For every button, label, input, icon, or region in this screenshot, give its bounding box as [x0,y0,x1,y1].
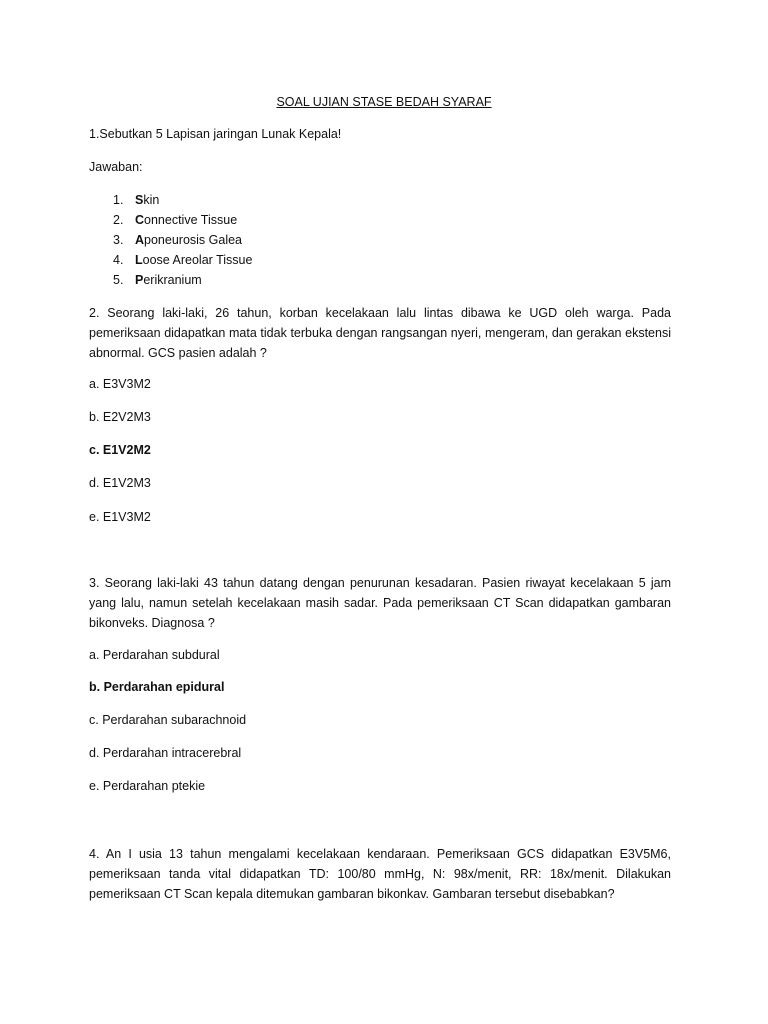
list-item [89,190,252,210]
option-e: e. Perdarahan ptekie [89,779,206,793]
document-title: SOAL UJIAN STASE BEDAH SYARAF [276,95,492,109]
list-item [89,270,252,290]
list-item [89,230,252,250]
list-initial: C [135,213,145,227]
option-e: e. E1V3M2 [89,510,151,524]
list-text: oose Areolar Tissue [142,253,253,267]
option-d: d. Perdarahan intracerebral [89,746,242,760]
option-c-answer: c. E1V2M2 [89,443,151,457]
list-text: onnective Tissue [144,213,238,227]
question-1-text: 1.Sebutkan 5 Lapisan jaringan Lunak Kepala! [89,127,342,141]
list-number: 2. [113,213,124,227]
option-a: a. E3V3M2 [89,377,151,391]
list-number: 4. [113,253,124,267]
list-number: 5. [113,273,124,287]
list-initial: L [135,253,143,267]
list-number: 3. [113,233,124,247]
answer-list [89,190,252,290]
question-2-text: 2. Seorang laki-laki, 26 tahun, korban kecelakaan lalu lintas dibawa ke UGD oleh warga. Pada pemeriksaan didapatkan mata tidak terbuka dengan rangsangan nyeri, mengeram, dan gerakan ekstensi abnormal. GCS pasien adalah ? [89,306,671,360]
option-a: a. Perdarahan subdural [89,648,220,662]
answer-label: Jawaban: [89,160,143,174]
option-d: d. E1V2M3 [89,476,151,490]
list-number: 1. [113,193,124,207]
list-initial: S [135,193,144,207]
question-4-text: 4. An I usia 13 tahun mengalami kecelakaan kendaraan. Pemeriksaan GCS didapatkan E3V5M6, pemeriksaan tanda vital didapatkan TD: 100/80 mmHg, N: 98x/menit, RR: 18x/menit. Dilakukan pemeriksaan CT Scan kepala ditemukan gambaran bikonkav. Gambaran tersebut disebabkan? [89,847,671,901]
list-text: poneurosis Galea [144,233,243,247]
list-text: kin [143,193,160,207]
option-b: b. E2V2M3 [89,410,151,424]
list-item [89,210,252,230]
list-initial: A [135,233,145,247]
list-item [89,250,252,270]
list-text: erikranium [143,273,202,287]
list-initial: P [135,273,144,287]
option-b-answer: b. Perdarahan epidural [89,680,225,694]
option-c: c. Perdarahan subarachnoid [89,713,247,727]
question-3-text: 3. Seorang laki-laki 43 tahun datang dengan penurunan kesadaran. Pasien riwayat kecelakaan 5 jam yang lalu, namun setelah kecelakaan masih sadar. Pada pemeriksaan CT Scan didapatkan gambaran bikonveks. Diagnosa ? [89,576,671,630]
